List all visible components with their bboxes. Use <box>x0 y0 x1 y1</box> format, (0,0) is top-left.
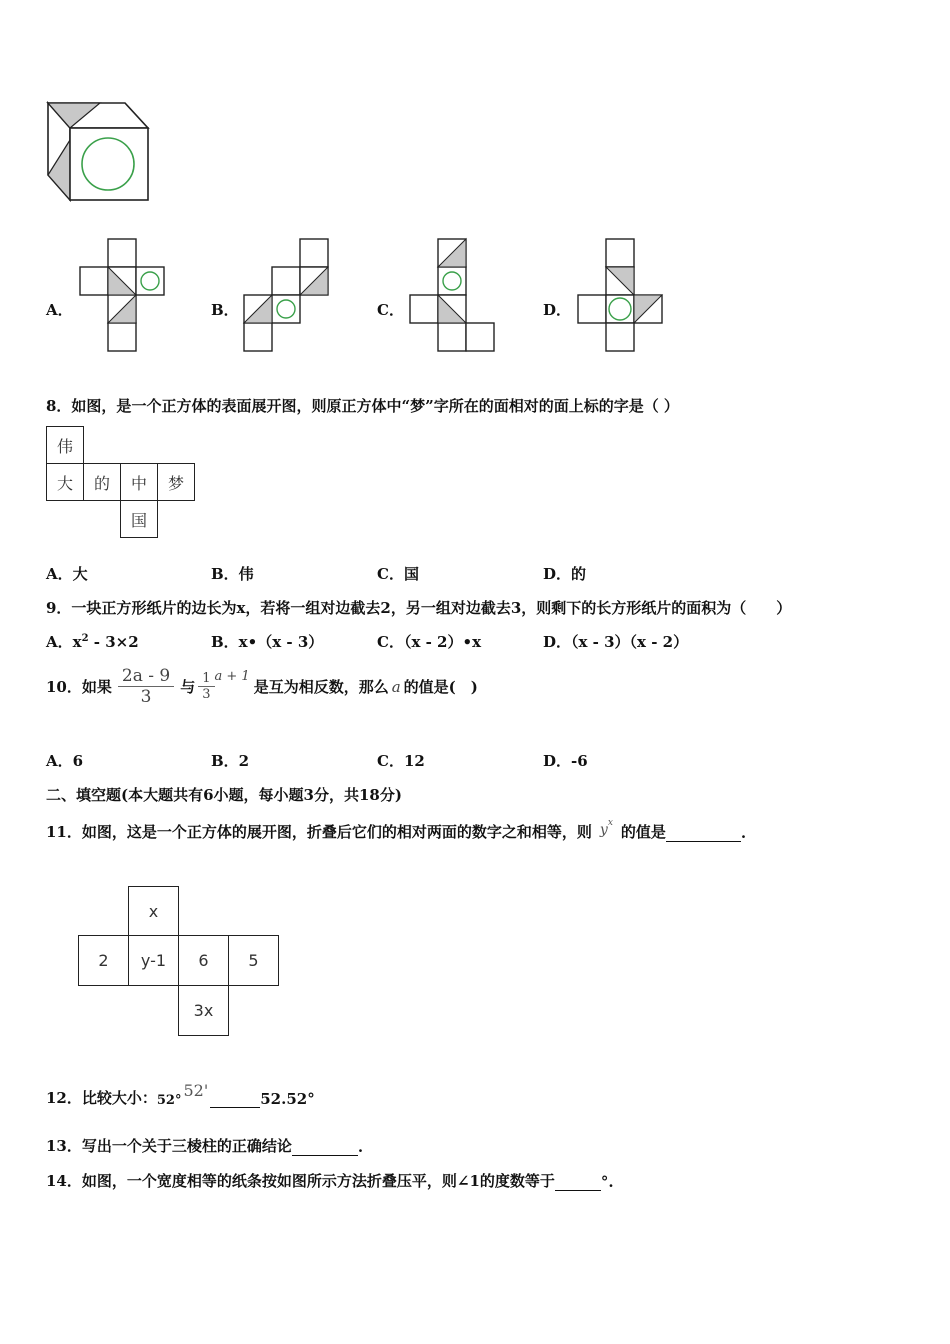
q11-text <box>46 818 747 842</box>
cube-figure <box>45 100 155 210</box>
q10-frac1-num: 2a - 9 <box>118 666 174 687</box>
q10-frac1-den: 3 <box>140 687 152 707</box>
q14-text <box>46 1170 614 1191</box>
net-cell: 伟 <box>46 426 84 464</box>
q7-net-b <box>242 237 337 357</box>
net-cell: 2 <box>78 935 129 986</box>
q7-option-b: B． <box>211 301 239 319</box>
net-cell: 中 <box>120 463 158 501</box>
q9-option-c: C．（x - 2）•x <box>377 633 482 651</box>
q10-var: a <box>391 677 401 696</box>
section-2-title: 二、填空题(本大题共有6小题，每小题3分，共18分) <box>46 786 402 804</box>
net-cell: 国 <box>120 500 158 538</box>
q7-option-a: A． <box>46 301 73 319</box>
q10-frac2-tail: a + 1 <box>214 669 250 684</box>
net-cell: y-1 <box>128 935 179 986</box>
q9-option-d: D．（x - 3）（x - 2） <box>543 633 689 651</box>
net-cell: 3x <box>178 985 229 1036</box>
q13-text <box>46 1135 363 1156</box>
q12-minutes: 52' <box>183 1081 209 1100</box>
q13-period: . <box>357 1138 364 1156</box>
q11-text-main: 11．如图，这是一个正方体的展开图，折叠后它们的相对两面的数字之和相等，则 <box>46 823 592 841</box>
q10-frac2-num: 1 <box>198 671 214 687</box>
net-cell: x <box>128 886 179 936</box>
net-cell: 6 <box>178 935 229 986</box>
q12-degrees: 52° <box>156 1093 182 1108</box>
q8-option-c: C．国 <box>377 565 419 583</box>
q8-text: 8．如图，是一个正方体的表面展开图，则原正方体中“梦”字所在的面相对的面上标的字是（ ） <box>46 397 679 415</box>
q7-net-a <box>78 237 173 357</box>
q8-option-a: A．大 <box>46 565 88 583</box>
q10-option-d: D．-6 <box>543 752 588 770</box>
q11-power-exp: x <box>607 818 613 828</box>
q13-answer-blank[interactable] <box>292 1139 358 1156</box>
net-cell: 5 <box>228 935 279 986</box>
q10-end: 的值是( ) <box>403 678 478 696</box>
q11-end: 的值是 <box>620 823 666 841</box>
q13-text-main: 13．写出一个关于三棱柱的正确结论 <box>46 1137 292 1155</box>
q10-frac2-den: 3 <box>202 687 211 702</box>
q10-mid: 与 <box>180 678 196 696</box>
q7-option-c: C． <box>377 301 404 319</box>
net-cell: 大 <box>46 463 84 501</box>
q12-value: 52.52° <box>260 1090 315 1108</box>
q10-option-b: B．2 <box>211 752 250 770</box>
q11-answer-blank[interactable] <box>666 825 741 842</box>
q10-text <box>46 666 478 707</box>
q14-answer-blank[interactable] <box>555 1174 601 1191</box>
q10-fraction-2 <box>198 671 214 702</box>
q9-option-a-rest: - 3×2 <box>88 633 139 651</box>
net-cell: 梦 <box>157 463 195 501</box>
q9-option-a <box>46 631 139 652</box>
q10-suffix: 是互为相反数，那么 <box>253 678 389 696</box>
q14-text-main: 14．如图，一个宽度相等的纸条按如图所示方法折叠压平，则∠1的度数等于 <box>46 1172 555 1190</box>
q10-option-a: A．6 <box>46 752 84 770</box>
q10-option-c: C．12 <box>377 752 425 770</box>
q9-option-a-sup: 2 <box>81 633 89 644</box>
net-cell: 的 <box>83 463 121 501</box>
q11-power-base: y <box>599 822 608 838</box>
q10-prefix: 10．如果 <box>46 678 112 696</box>
q8-option-d: D．的 <box>543 565 587 583</box>
q9-option-b: B．x•（x - 3） <box>211 633 324 651</box>
q9-option-a-base: A．x <box>46 633 82 651</box>
q12-answer-blank[interactable] <box>210 1091 260 1108</box>
q8-option-b: B．伟 <box>211 565 254 583</box>
q10-fraction-1 <box>118 666 174 707</box>
q11-period: . <box>740 824 747 842</box>
q12-prefix: 12．比较大小： <box>46 1089 157 1107</box>
q9-text: 9．一块正方形纸片的边长为x，若将一组对边截去2，另一组对边截去3，则剩下的长方形纸片的面积为（ ） <box>46 599 792 617</box>
q7-option-d: D． <box>543 301 572 319</box>
q7-net-d <box>576 237 671 357</box>
q14-end: °. <box>600 1173 614 1191</box>
q7-net-c <box>408 237 503 357</box>
q12-text <box>46 1081 315 1108</box>
